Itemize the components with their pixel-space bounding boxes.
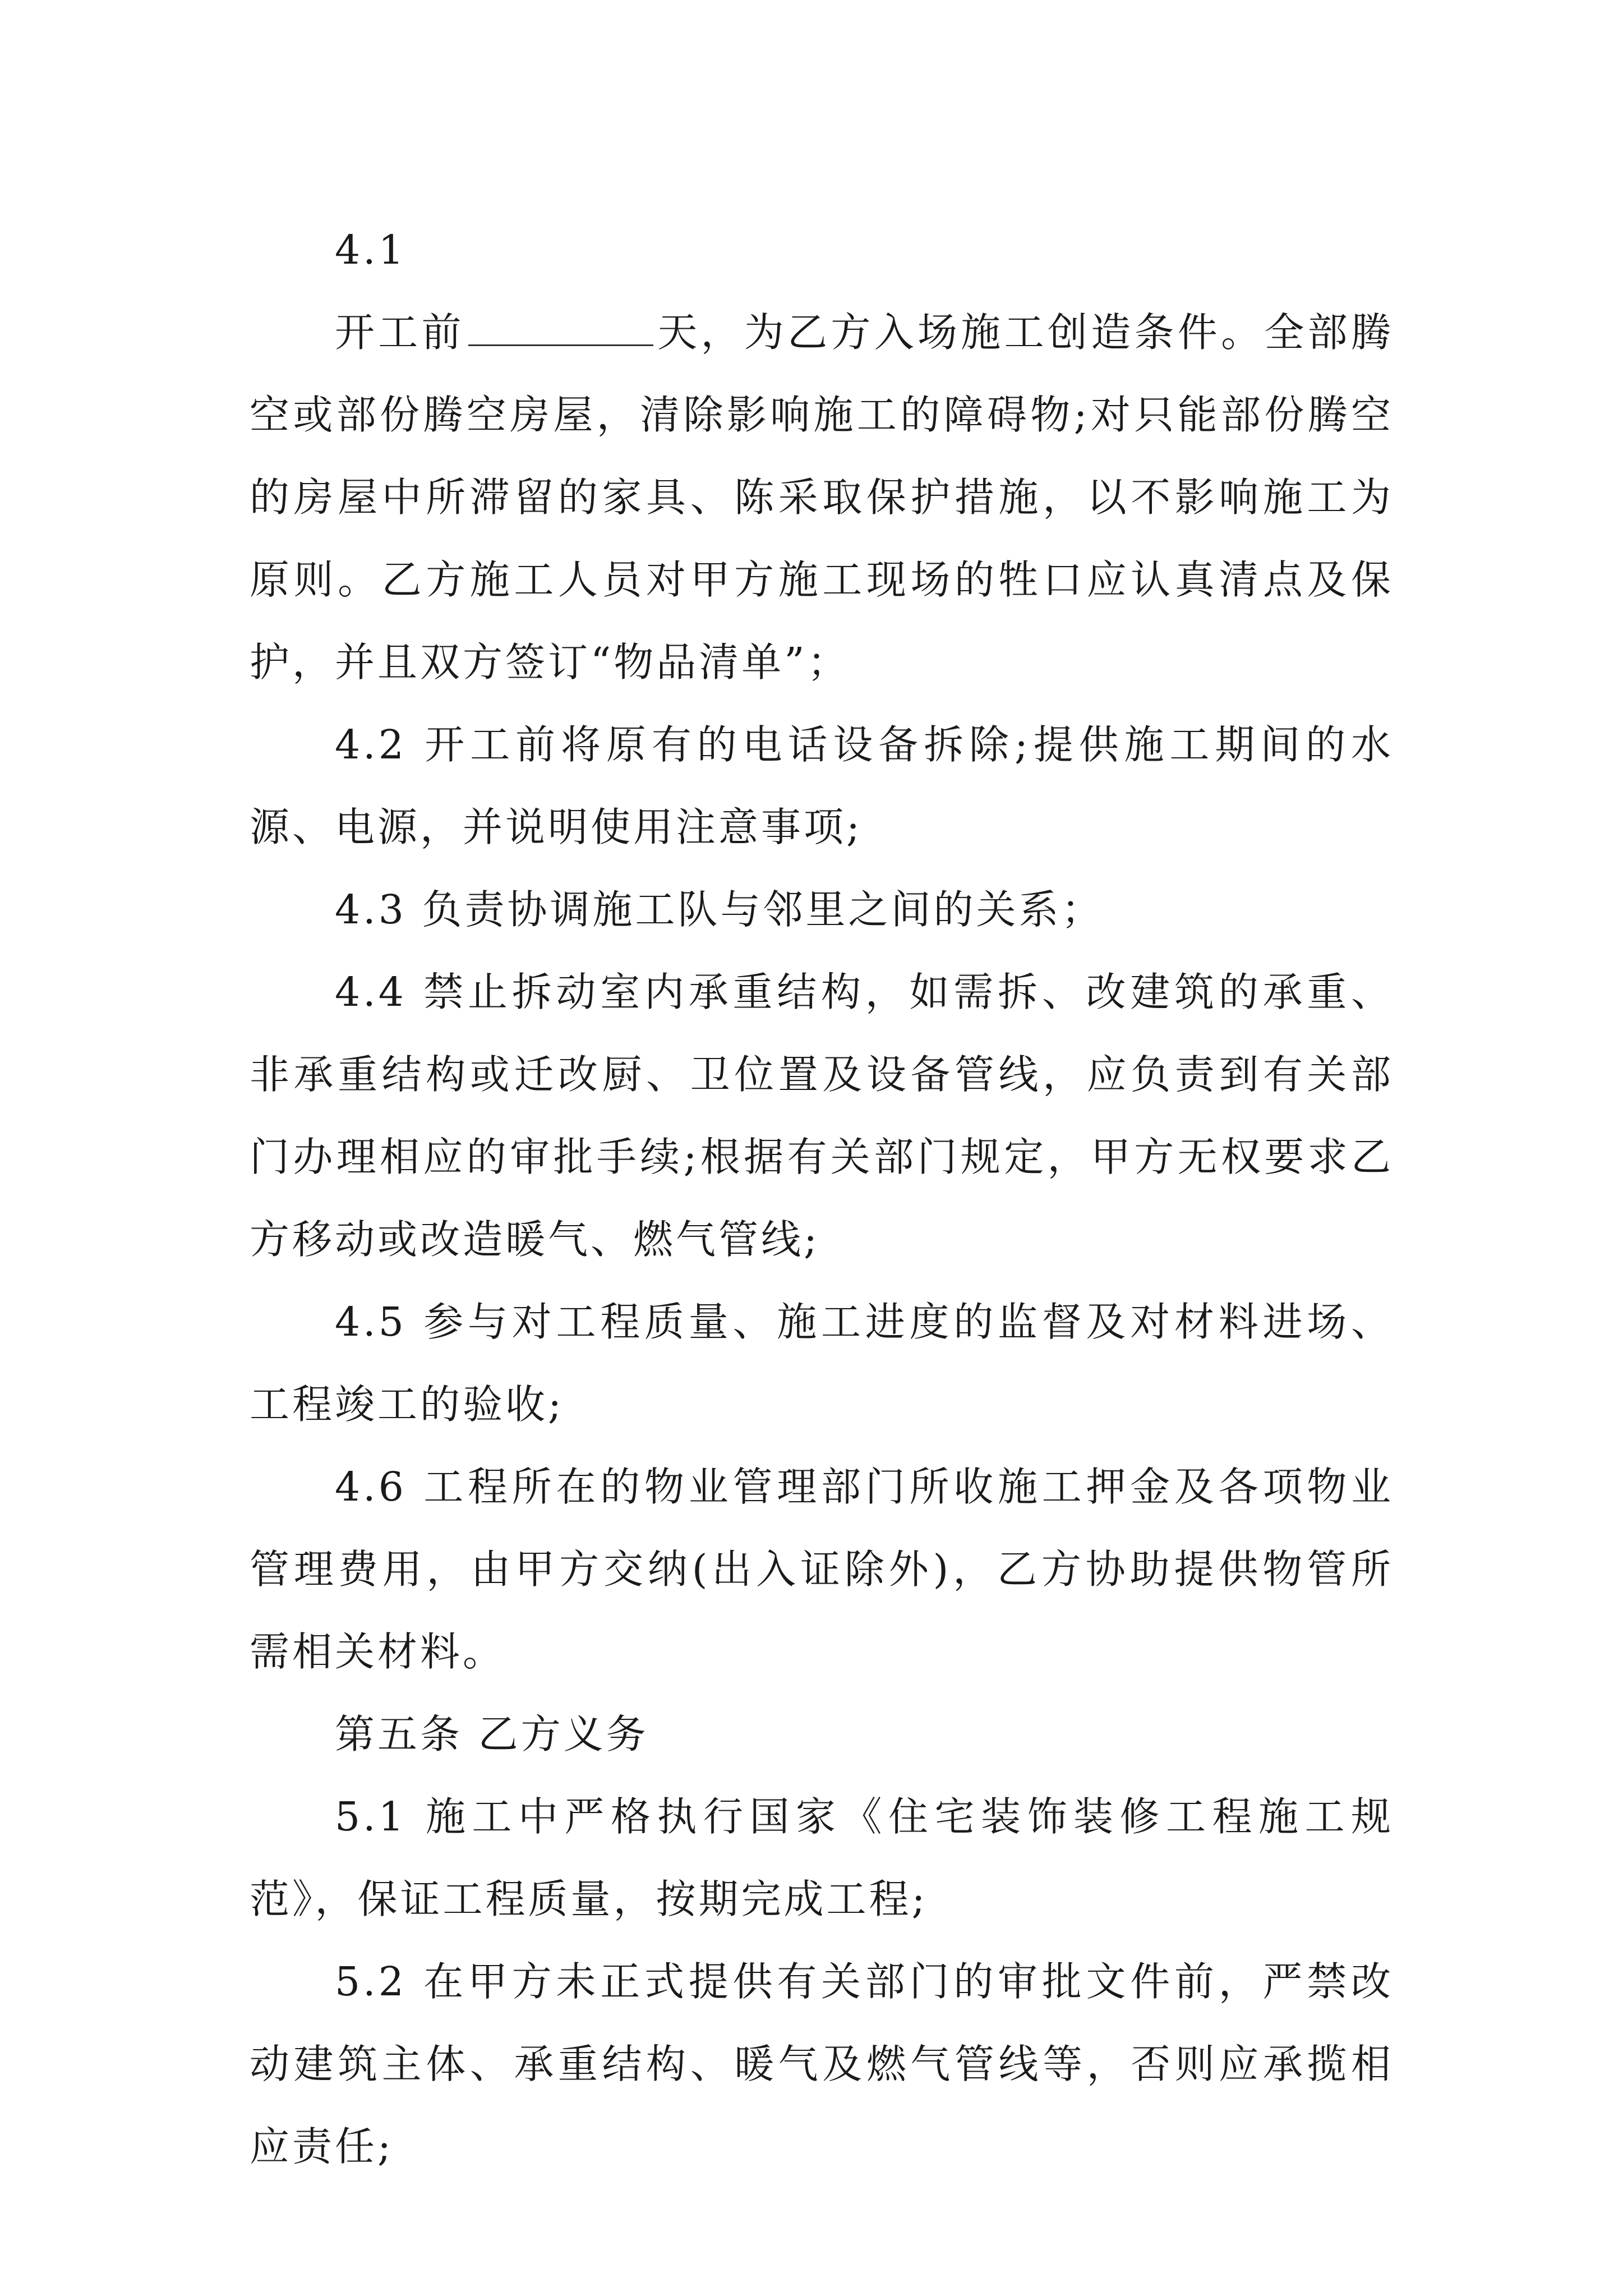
clause-4-1-text-after: 天，为乙方入场施工创造条件。全部腾空或部份腾空房屋，清除影响施工的障碍物;对只能部份腾空的房屋中所滞留的家具、陈采取保护措施，以不影响施工为原则。乙方施工人员对甲方施工现场的牲口应认真清点及保护，并且双方签订“物品清单”； [250, 309, 1394, 685]
clause-4-1-number: 4.1 [335, 227, 407, 273]
article-5-heading: 第五条 乙方义务 [335, 1711, 649, 1757]
clause-4-1-text-before: 开工前 [335, 309, 465, 356]
clause-4-1-label [250, 209, 1394, 291]
clause-5-2: 5.2 在甲方未正式提供有关部门的审批文件前，严禁改动建筑主体、承重结构、暖气及燃气管线等，否则应承揽相应责任; [250, 1958, 1394, 2170]
clause-4-4: 4.4 禁止拆动室内承重结构，如需拆、改建筑的承重、非承重结构或迁改厨、卫位置及设备管线，应负责到有关部门办理相应的审批手续;根据有关部门规定，甲方无权要求乙方移动或改造暖气、燃气管线; [250, 969, 1394, 1263]
clause-4-2: 4.2 开工前将原有的电话设备拆除;提供施工期间的水源、电源，并说明使用注意事项; [250, 721, 1394, 850]
document-body [250, 209, 1394, 2188]
clause-4-1 [250, 291, 1394, 703]
clause-4-5: 4.5 参与对工程质量、施工进度的监督及对材料进场、工程竣工的验收; [250, 1299, 1394, 1428]
clause-4-3: 4.3 负责协调施工队与邻里之间的关系； [335, 886, 1104, 933]
days-fill-in-blank [468, 311, 653, 346]
clause-4-6: 4.6 工程所在的物业管理部门所收施工押金及各项物业管理费用，由甲方交纳(出入证除外)，乙方协助提供物管所需相关材料。 [250, 1464, 1394, 1675]
clause-5-1: 5.1 施工中严格执行国家《住宅装饰装修工程施工规范》，保证工程质量，按期完成工程; [250, 1793, 1394, 1922]
